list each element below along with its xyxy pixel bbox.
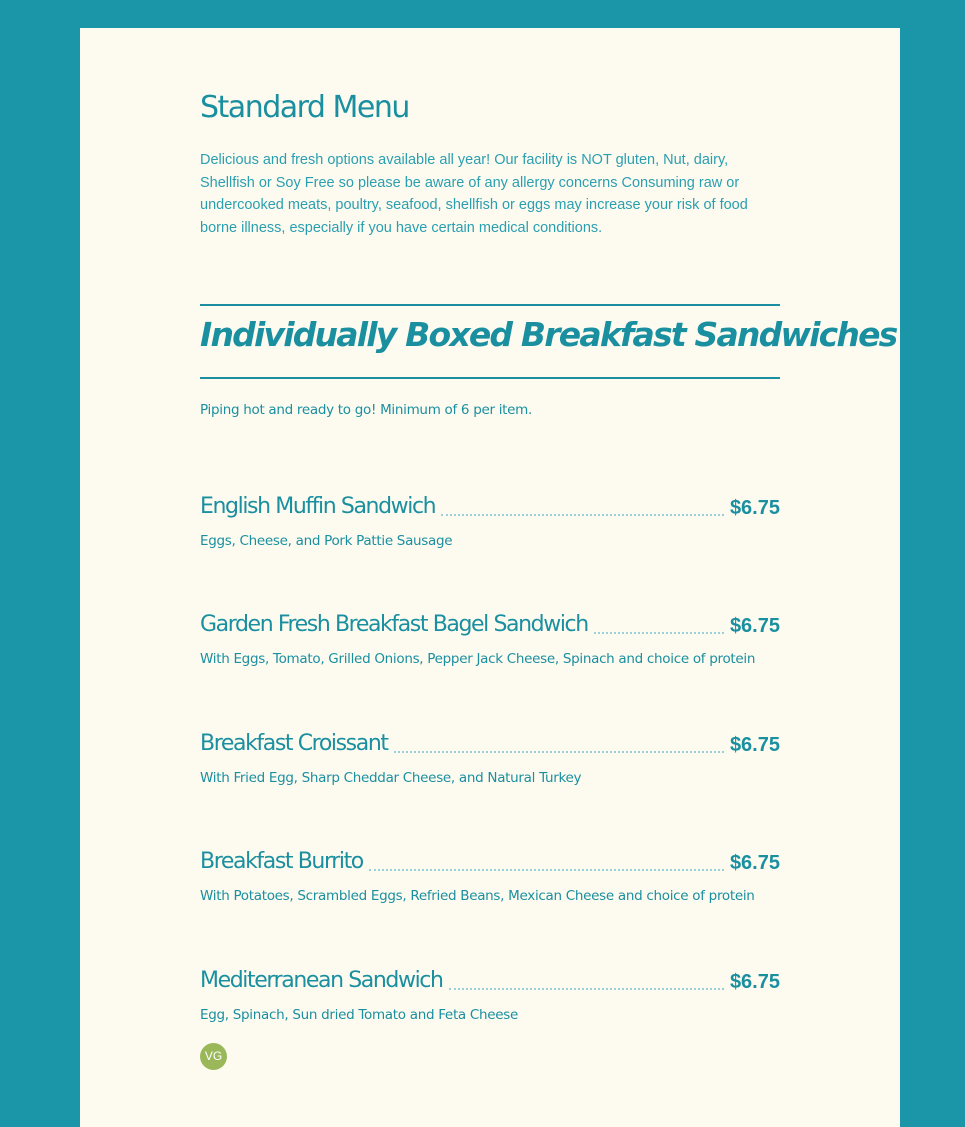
- dotted-leader: [369, 868, 724, 871]
- menu-title: Standard Menu: [200, 90, 409, 125]
- item-name: Breakfast Croissant: [200, 731, 388, 756]
- section-note: Piping hot and ready to go! Minimum of 6 per item.: [200, 402, 533, 418]
- menu-item-garden-fresh-bagel-sandwich: [200, 609, 780, 667]
- item-description: Eggs, Cheese, and Pork Pattie Sausage: [200, 533, 453, 549]
- item-price: $6.75: [729, 971, 780, 993]
- item-price: $6.75: [729, 497, 780, 519]
- item-price: $6.75: [729, 615, 780, 637]
- menu-item-breakfast-burrito: [200, 846, 780, 904]
- item-name: English Muffin Sandwich: [200, 494, 436, 519]
- menu-intro: Delicious and fresh options available all year! Our facility is NOT gluten, Nut, dairy, Shellfish or Soy Free so please be aware of any allergy concerns Consuming raw or undercooked meats, poultry, seafood, shellfish or eggs may increase your risk of food borne illness, especially if you have certain medical conditions.: [200, 152, 748, 236]
- dotted-leader: [394, 750, 724, 753]
- item-description: Egg, Spinach, Sun dried Tomato and Feta Cheese: [200, 1007, 519, 1023]
- dotted-leader: [449, 987, 724, 990]
- menu-item-english-muffin-sandwich: [200, 491, 780, 549]
- item-description: With Potatoes, Scrambled Eggs, Refried Beans, Mexican Cheese and choice of protein: [200, 888, 755, 904]
- section-title: Individually Boxed Breakfast Sandwiches: [200, 315, 897, 354]
- dotted-leader: [441, 513, 724, 516]
- dotted-leader: [594, 631, 724, 634]
- item-name: Garden Fresh Breakfast Bagel Sandwich: [200, 612, 588, 637]
- item-description: With Eggs, Tomato, Grilled Onions, Pepper Jack Cheese, Spinach and choice of protein: [200, 651, 756, 667]
- menu-item-mediterranean-sandwich: [200, 965, 780, 1070]
- item-description: With Fried Egg, Sharp Cheddar Cheese, and Natural Turkey: [200, 770, 582, 786]
- menu-card: [80, 28, 900, 1127]
- section-divider-top: [200, 304, 780, 306]
- item-price: $6.75: [729, 852, 780, 874]
- item-name: Breakfast Burrito: [200, 849, 363, 874]
- vegetarian-badge: VG: [200, 1043, 227, 1070]
- section-divider-bottom: [200, 377, 780, 379]
- item-price: $6.75: [729, 734, 780, 756]
- menu-item-breakfast-croissant: [200, 728, 780, 786]
- item-name: Mediterranean Sandwich: [200, 968, 443, 993]
